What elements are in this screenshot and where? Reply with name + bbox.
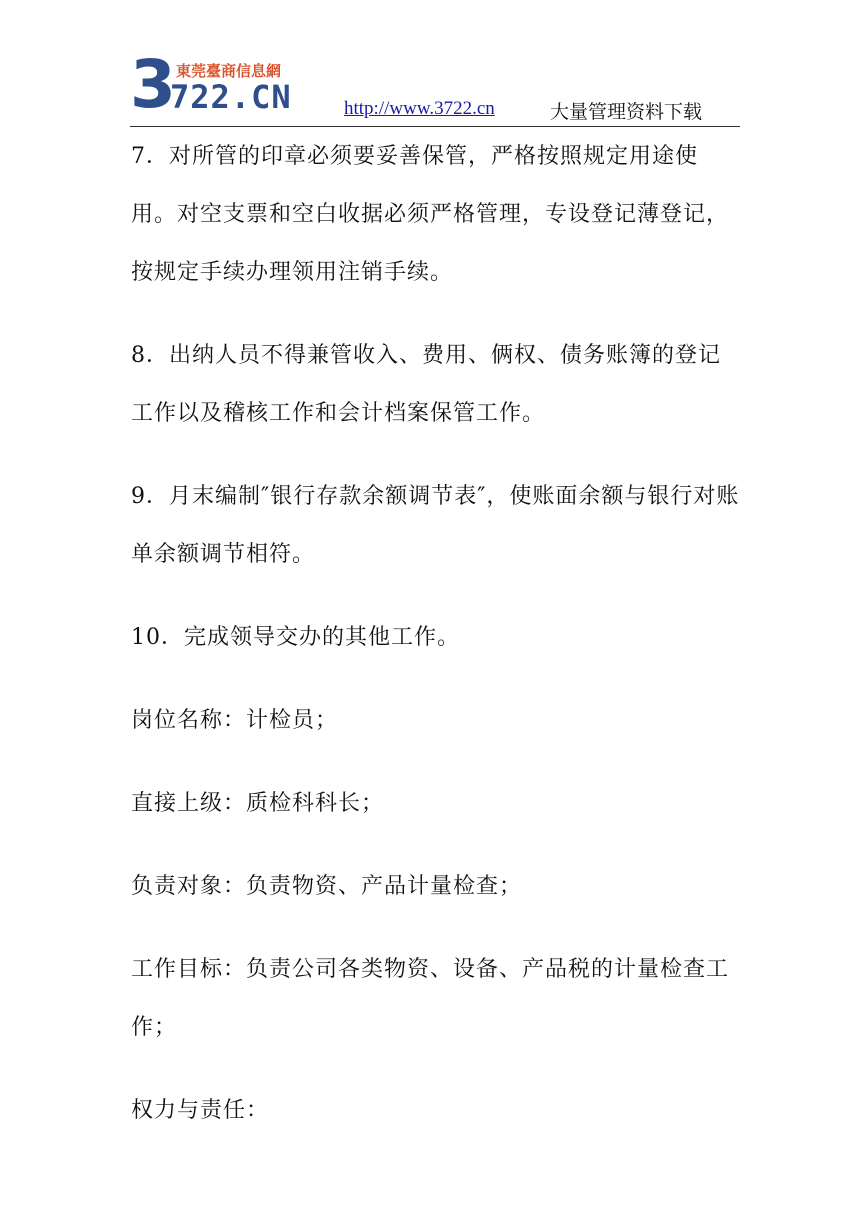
paragraph-item-9: 9．月末编制″银行存款余额调节表″，使账面余额与银行对账单余额调节相符。 (131, 484, 740, 567)
logo-number: 3 (130, 46, 174, 123)
direct-supervisor: 直接上级：质检科科长； (131, 791, 385, 816)
site-logo[interactable] (130, 46, 320, 124)
logo-chinese-name: 東莞臺商信息網 (176, 62, 282, 80)
header-divider (130, 126, 740, 127)
paragraph-item-7: 7．对所管的印章必须要妥善保管，严格按照规定用途使用。对空支票和空白收据必须严格管理，专设登记薄登记，按规定手续办理领用注销手续。 (131, 144, 730, 285)
logo-domain: 722.CN (170, 78, 292, 116)
responsibility-object: 负责对象：负责物资、产品计量检查； (131, 874, 523, 899)
paragraph-item-8: 8．出纳人员不得兼管收入、费用、俩权、债务账簿的登记工作以及稽核工作和会计档案保管工作。 (131, 343, 721, 426)
page-header (130, 46, 740, 128)
document-body (131, 128, 743, 1165)
power-and-responsibility: 权力与责任： (131, 1098, 270, 1123)
header-tagline: 大量管理资料下载 (550, 101, 703, 123)
position-name: 岗位名称：计检员； (131, 708, 339, 733)
work-objective: 工作目标：负责公司各类物资、设备、产品税的计量检查工作； (131, 957, 730, 1040)
site-url-link[interactable]: http://www.3722.cn (344, 98, 495, 119)
paragraph-item-10: 10．完成领导交办的其他工作。 (131, 625, 460, 650)
